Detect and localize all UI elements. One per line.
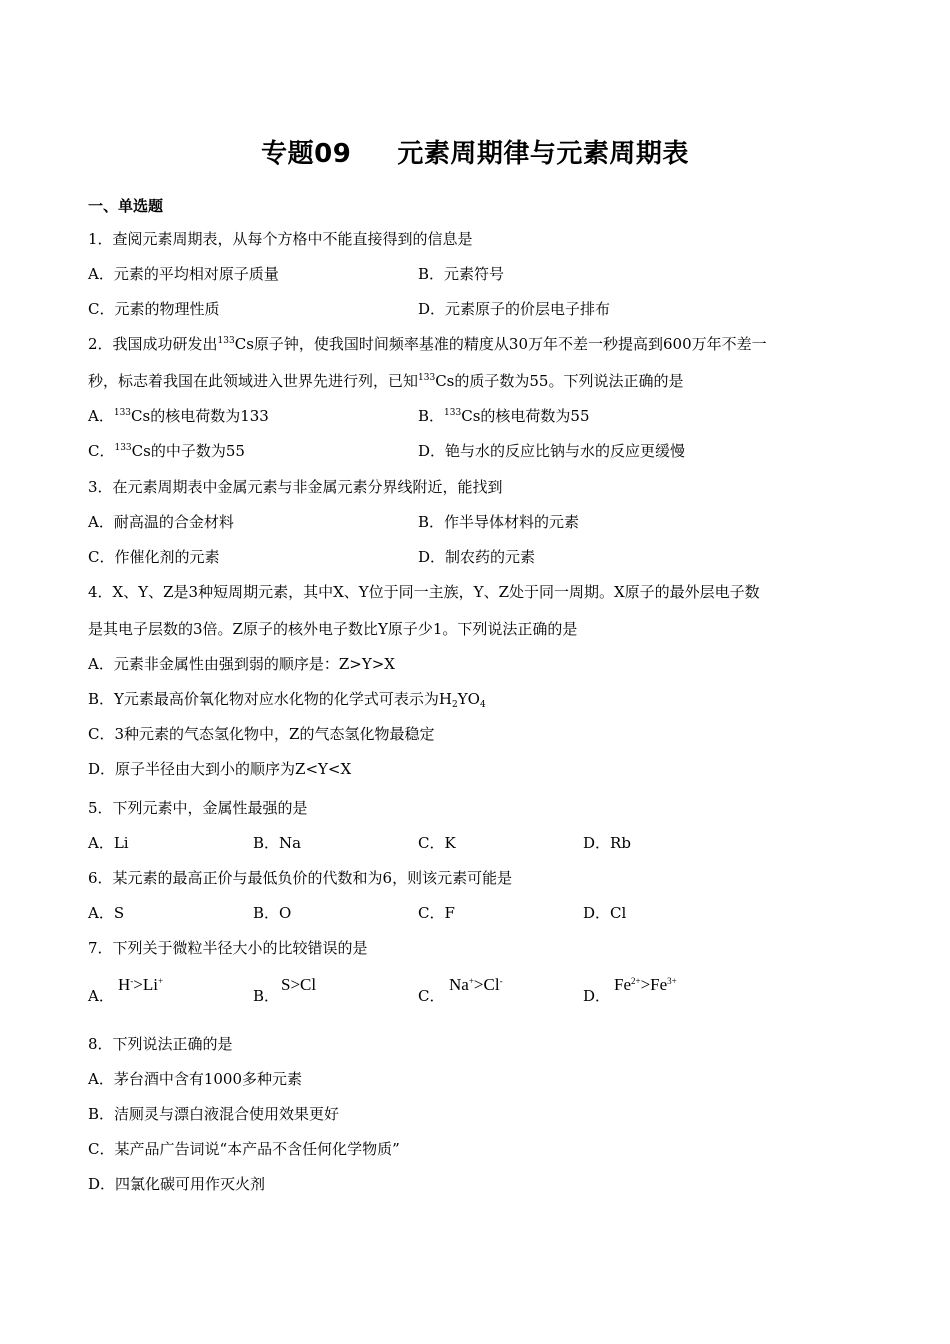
q1-stem: 1．查阅元素周期表，从每个方格中不能直接得到的信息是: [88, 230, 473, 248]
q5-option-b: B．Na: [253, 834, 302, 852]
q8-stem: 8．下列说法正确的是: [88, 1035, 233, 1053]
charge: 3+: [667, 976, 677, 986]
q4-option-c: C．3种元素的气态氢化物中，Z的气态氢化物最稳定: [88, 725, 435, 743]
q1-option-a: A．元素的平均相对原子质量: [88, 265, 279, 283]
q8-option-a: A．茅台酒中含有1000多种元素: [88, 1070, 303, 1088]
q1-option-b: B．元素符号: [418, 265, 505, 283]
q4-option-d: D．原子半径由大到小的顺序为Z<Y<X: [88, 760, 352, 778]
q8-option-d: D．四氯化碳可用作灭火剂: [88, 1175, 266, 1193]
q6-option-a: A．S: [88, 904, 125, 922]
q5-option-c: C．K: [418, 834, 456, 852]
q2-stem-text: 2．我国成功研发出: [88, 335, 218, 353]
q2-stem-text: Cs原子钟，使我国时间频率基准的精度从30万年不差一秒提高到600万年不差一: [234, 335, 767, 353]
option-text: B．Y元素最高价氧化物对应水化物的化学式可表示为H: [88, 690, 453, 708]
section-heading: 一、单选题: [88, 197, 164, 215]
option-text: YO: [457, 690, 480, 708]
q5-stem: 5．下列元素中，金属性最强的是: [88, 799, 308, 817]
q6-stem: 6．某元素的最高正价与最低负价的代数和为6，则该元素可能是: [88, 869, 513, 887]
subscript: 4: [479, 700, 486, 710]
q7-stem: 7．下列关于微粒半径大小的比较错误的是: [88, 939, 368, 957]
isotope-mass: 133: [114, 443, 132, 453]
page-title: [0, 133, 950, 170]
charge: +: [157, 976, 164, 986]
charge: -: [130, 976, 134, 986]
q2-stem-line1: [88, 334, 767, 354]
formula-text: S>Cl: [281, 975, 317, 994]
q5-option-d: D．Rb: [583, 834, 631, 852]
q2-option-b: [418, 406, 589, 426]
q7-option-d-formula: [614, 975, 677, 995]
q7-option-c-label: C．: [418, 987, 445, 1005]
q1-option-d: D．元素原子的价层电子排布: [418, 300, 611, 318]
q7-option-b-label: B．: [253, 987, 280, 1005]
q8-option-b: B．洁厕灵与漂白液混合使用效果更好: [88, 1105, 340, 1123]
formula-text: >Cl: [473, 975, 500, 994]
formula-text: >Li: [133, 975, 158, 994]
q7-option-c-formula: [449, 975, 503, 995]
q3-option-c: C．作催化剂的元素: [88, 548, 220, 566]
q2-option-d: D．铯与水的反应比钠与水的反应更缓慢: [418, 442, 686, 460]
q7-option-b-formula: [281, 975, 316, 995]
q8-option-c: C．某产品广告词说“本产品不含任何化学物质”: [88, 1140, 400, 1158]
q2-stem-line2: [88, 371, 683, 391]
q6-option-b: B．O: [253, 904, 292, 922]
option-label: C．: [88, 442, 115, 460]
q3-option-d: D．制农药的元素: [418, 548, 536, 566]
formula-text: >Fe: [640, 975, 668, 994]
q3-stem: 3．在元素周期表中金属元素与非金属元素分界线附近，能找到: [88, 478, 503, 496]
isotope-mass: 133: [418, 373, 436, 383]
title-main: 元素周期律与元素周期表: [397, 139, 689, 169]
q4-stem-line2: 是其电子层数的3倍。Z原子的核外电子数比Y原子少1。下列说法正确的是: [88, 620, 578, 638]
q7-option-d-label: D．: [583, 987, 611, 1005]
option-text: Cs的中子数为55: [131, 442, 245, 460]
isotope-mass: 133: [217, 336, 235, 346]
option-text: Cs的核电荷数为133: [131, 407, 269, 425]
q7-option-a-formula: [118, 975, 163, 995]
charge: -: [499, 976, 503, 986]
q2-option-c: [88, 441, 245, 461]
option-text: Cs的核电荷数为55: [461, 407, 590, 425]
formula-text: Fe: [614, 975, 631, 994]
formula-text: H: [118, 975, 131, 994]
q7-option-a-label: A．: [88, 987, 114, 1005]
q2-stem-text: 秒，标志着我国在此领域进入世界先进行列，已知: [88, 372, 419, 390]
q3-option-b: B．作半导体材料的元素: [418, 513, 580, 531]
q6-option-d: D．Cl: [583, 904, 627, 922]
charge: +: [468, 976, 474, 986]
q5-option-a: A．Li: [88, 834, 129, 852]
q3-option-a: A．耐高温的合金材料: [88, 513, 234, 531]
q6-option-c: C．F: [418, 904, 455, 922]
title-prefix: 专题09: [261, 139, 352, 169]
q1-option-c: C．元素的物理性质: [88, 300, 220, 318]
option-label: A．: [88, 407, 114, 425]
q2-stem-text: Cs的质子数为55。下列说法正确的是: [435, 372, 684, 390]
subscript: 2: [452, 700, 458, 710]
charge: 2+: [631, 976, 641, 986]
formula-text: Na: [449, 975, 469, 994]
q4-option-a: A．元素非金属性由强到弱的顺序是：Z>Y>X: [88, 655, 395, 673]
q2-option-a: [88, 406, 269, 426]
option-label: B．: [418, 407, 445, 425]
q4-option-b: [88, 689, 486, 709]
isotope-mass: 133: [113, 408, 132, 418]
isotope-mass: 133: [444, 408, 462, 418]
q4-stem-line1: 4．X、Y、Z是3种短周期元素，其中X、Y位于同一主族，Y、Z处于同一周期。X原子的最外层电子数: [88, 583, 760, 601]
